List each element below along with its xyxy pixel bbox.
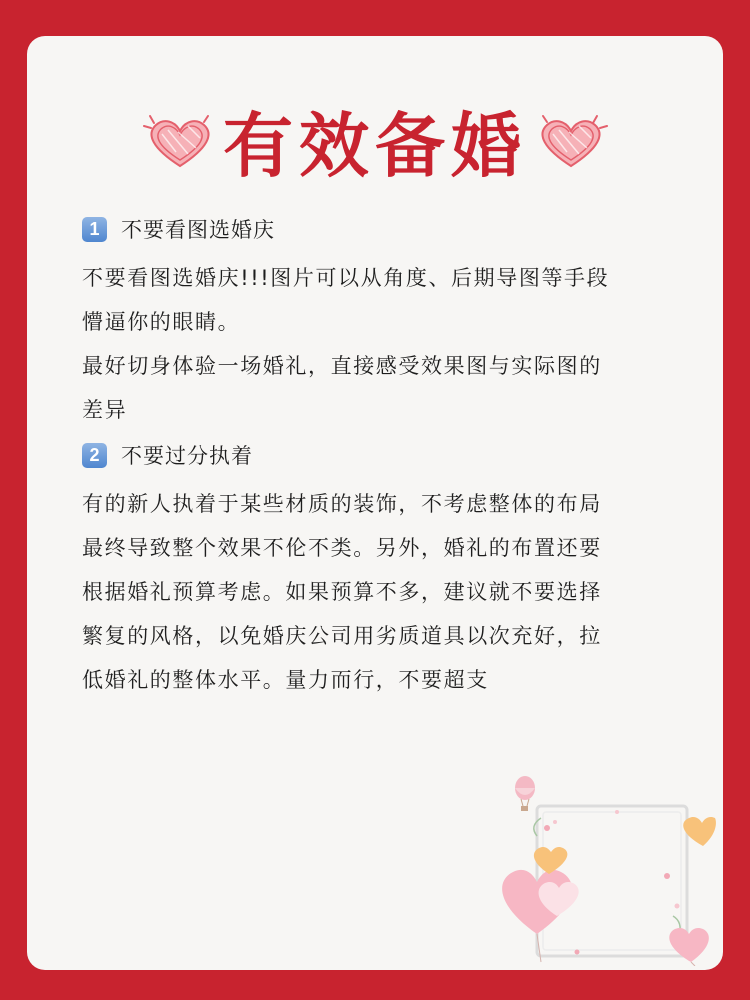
body-line: 懵逼你的眼睛。 <box>82 310 241 334</box>
body-line: 最终导致整个效果不伦不类。另外，婚礼的布置还要 <box>82 536 602 560</box>
body-line: 不要看图选婚庆!!!图片可以从角度、后期导图等手段 <box>82 266 610 290</box>
content-card <box>27 36 723 970</box>
section-heading <box>82 214 682 244</box>
number-badge: 1 <box>82 217 107 242</box>
section-1 <box>82 214 682 432</box>
section-heading-text: 不要过分执着 <box>121 444 253 468</box>
title-row <box>27 98 723 198</box>
body-line: 根据婚礼预算考虑。如果预算不多，建议就不要选择 <box>82 580 602 604</box>
hot-air-balloon-icon <box>515 776 535 811</box>
number-badge: 2 <box>82 443 107 468</box>
body-line: 有的新人执着于某些材质的装饰，不考虑整体的布局 <box>82 492 602 516</box>
page-title: 有效备婚 <box>223 104 527 187</box>
body-line: 最好切身体验一场婚礼，直接感受效果图与实际图的 <box>82 354 602 378</box>
section-heading-text: 不要看图选婚庆 <box>121 218 275 242</box>
heart-doodle-icon <box>533 112 609 172</box>
heart-balloon-icon <box>502 817 716 966</box>
section-2 <box>82 440 682 702</box>
body-line: 繁复的风格，以免婚庆公司用劣质道具以次充好，拉 <box>82 624 602 648</box>
body-line: 差异 <box>82 398 128 422</box>
decoration-illustration <box>467 766 717 966</box>
body-line: 低婚礼的整体水平。量力而行，不要超支 <box>82 668 489 692</box>
section-heading <box>82 440 682 470</box>
